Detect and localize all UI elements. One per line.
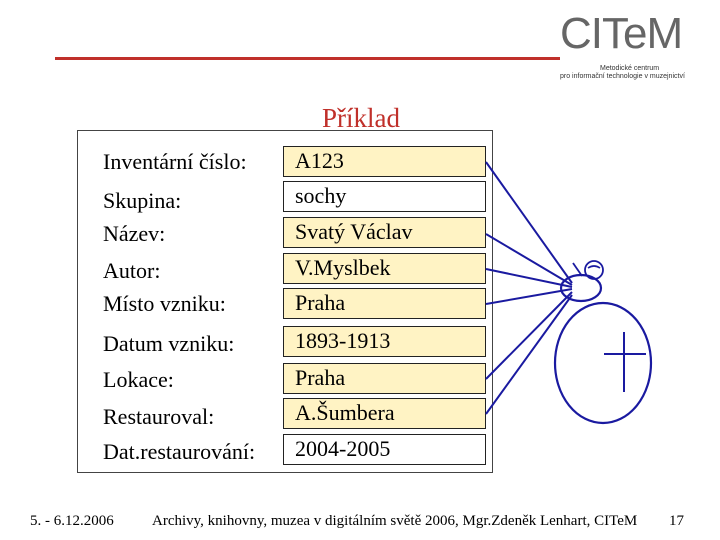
logo-subtitle-2: pro informační technologie v muzejnictví xyxy=(560,73,685,80)
figure-face-mark xyxy=(588,266,600,268)
field-label-group: Skupina: xyxy=(103,188,182,213)
figure-body-ellipse xyxy=(555,303,651,423)
field-value-restoration-date: 2004-2005 xyxy=(283,434,486,465)
page-number: 17 xyxy=(669,513,684,529)
field-value-author: V.Myslbek xyxy=(283,253,486,284)
field-label-origin-place: Místo vzniku: xyxy=(103,291,226,316)
figure-face-mark xyxy=(573,263,582,276)
connector-line xyxy=(486,289,572,304)
figure-face-circle xyxy=(585,261,603,279)
field-value-name: Svatý Václav xyxy=(283,217,486,248)
field-value-origin-place: Praha xyxy=(283,288,486,319)
connector-line xyxy=(486,295,572,414)
slide-title: Příklad xyxy=(322,103,400,133)
footer-date: 5. - 6.12.2006 xyxy=(30,513,114,529)
field-value-restorer: A.Šumbera xyxy=(283,398,486,429)
field-label-restoration-date: Dat.restaurování: xyxy=(103,439,256,464)
field-label-name: Název: xyxy=(103,221,166,246)
field-label-restorer: Restauroval: xyxy=(103,404,215,429)
citem-logo: CITeM xyxy=(560,9,683,58)
connector-line xyxy=(486,162,572,283)
field-value-location: Praha xyxy=(283,363,486,394)
field-label-inventory: Inventární číslo: xyxy=(103,149,247,174)
field-value-group: sochy xyxy=(283,181,486,212)
footer-caption: Archivy, knihovny, muzea v digitálním světě 2006, Mgr.Zdeněk Lenhart, CITeM xyxy=(152,513,638,529)
field-label-origin-date: Datum vzniku: xyxy=(103,331,235,356)
field-label-author: Autor: xyxy=(103,258,161,283)
field-label-location: Lokace: xyxy=(103,367,174,392)
logo-subtitle-1: Metodické centrum xyxy=(600,65,660,72)
field-value-origin-date: 1893-1913 xyxy=(283,326,486,357)
field-value-inventory: A123 xyxy=(283,146,486,177)
